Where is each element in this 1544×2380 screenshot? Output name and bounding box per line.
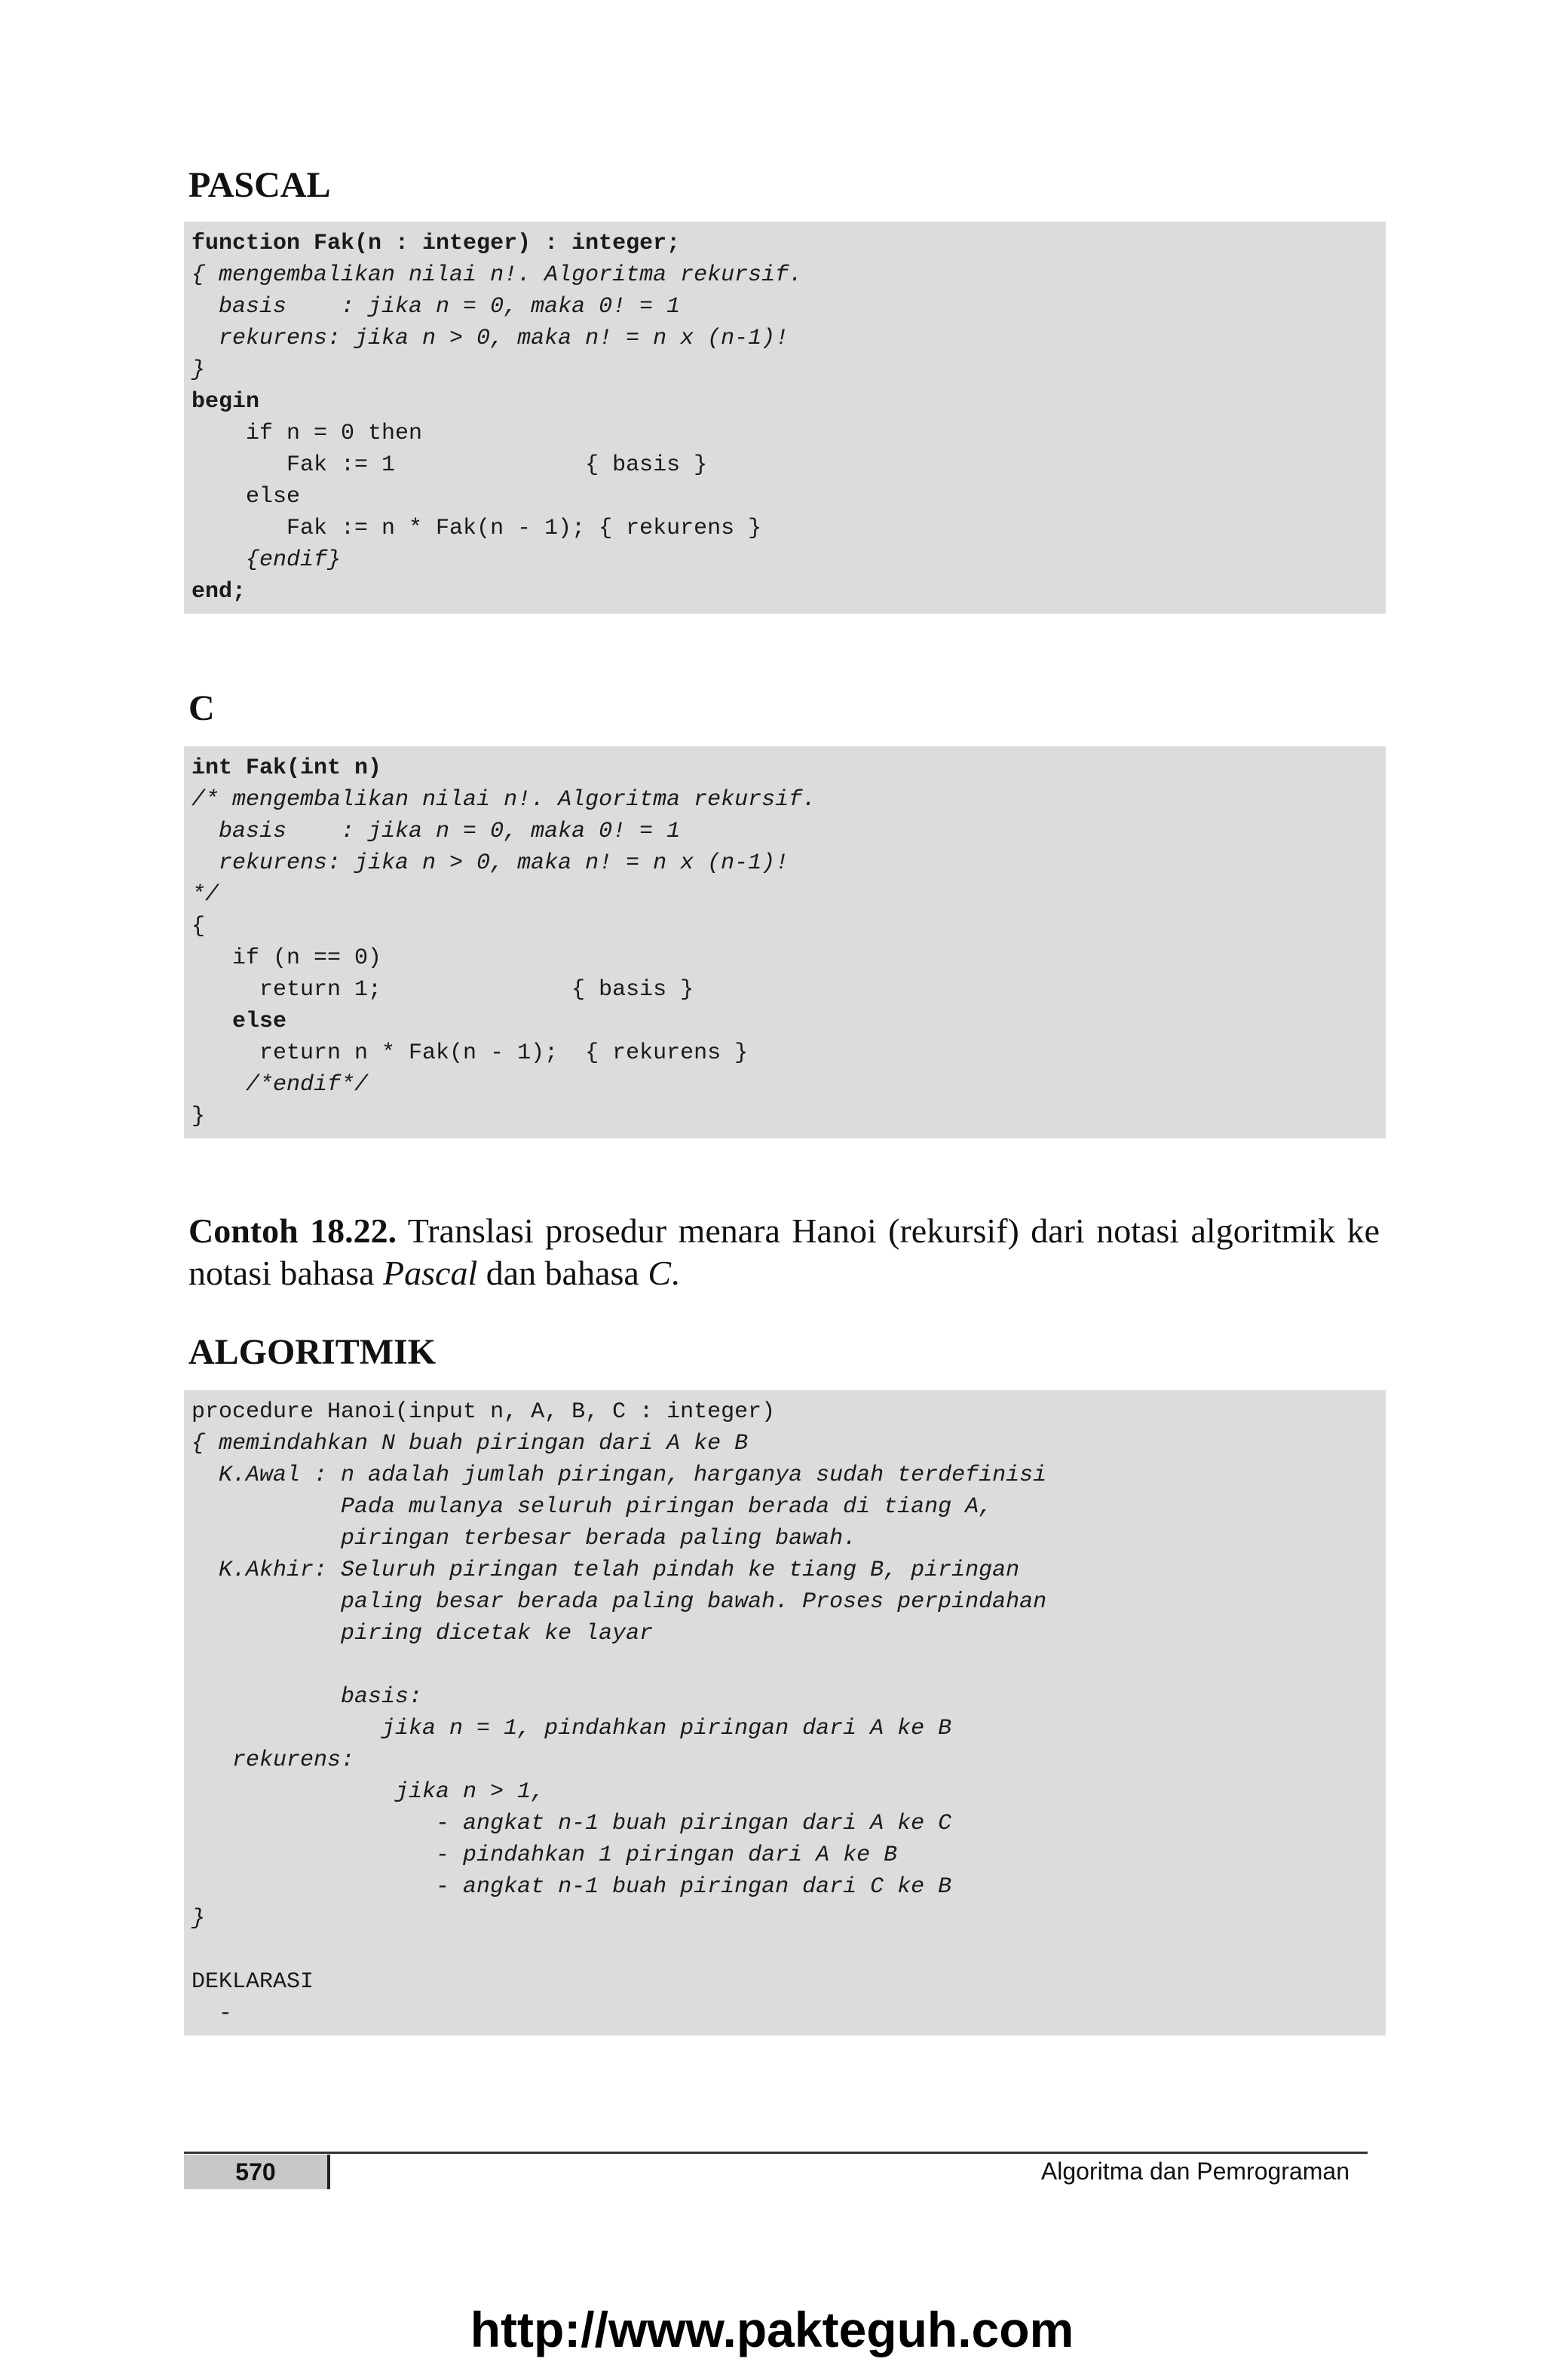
caption-pascal: Pascal xyxy=(383,1254,478,1292)
code-line: function Fak(n : integer) : integer; xyxy=(191,231,681,256)
code-line: - pindahkan 1 piringan dari A ke B xyxy=(191,1842,898,1868)
code-line: if n = 0 then xyxy=(191,421,423,446)
caption-text: . xyxy=(671,1254,680,1292)
code-line: } xyxy=(191,1104,206,1129)
watermark-url: http://www.pakteguh.com xyxy=(470,2302,1074,2357)
code-line: procedure Hanoi(input n, A, B, C : integer) xyxy=(191,1399,776,1425)
code-line: piring dicetak ke layar xyxy=(191,1621,654,1646)
code-line: begin xyxy=(191,389,260,415)
code-line: { memindahkan N buah piringan dari A ke B xyxy=(191,1431,749,1456)
page-number: 570 xyxy=(184,2155,330,2189)
caption-text: dan bahasa xyxy=(477,1254,648,1292)
code-line xyxy=(191,1649,1378,1681)
code-line: piringan terbesar berada paling bawah. xyxy=(191,1526,857,1551)
pascal-heading: PASCAL xyxy=(188,165,331,205)
code-line: jika n = 1, pindahkan piringan dari A ke B xyxy=(191,1716,952,1741)
code-line: if (n == 0) xyxy=(191,945,382,971)
code-line: DEKLARASI xyxy=(191,1969,314,1995)
algoritmik-code-block xyxy=(184,1390,1386,2035)
caption-text: Translasi prosedur menara Hanoi (rekursif) dari notasi algoritmik ke notasi bahasa xyxy=(188,1211,1380,1292)
book-title: Algoritma dan Pemrograman xyxy=(1040,2158,1349,2185)
example-caption xyxy=(188,1210,1380,1294)
code-line: return 1; { basis } xyxy=(191,977,694,1003)
code-line: {endif} xyxy=(191,547,342,573)
code-line: /*endif*/ xyxy=(191,1072,369,1098)
code-line: K.Awal : n adalah jumlah piringan, harganya sudah terdefinisi xyxy=(191,1463,1047,1488)
example-number: Contoh 18.22. xyxy=(188,1211,397,1250)
code-line: int Fak(int n) xyxy=(191,755,382,781)
pascal-code-block xyxy=(184,222,1386,614)
code-line: - angkat n-1 buah piringan dari A ke C xyxy=(191,1811,952,1836)
code-line: { mengembalikan nilai n!. Algoritma rekursif. xyxy=(191,262,803,288)
code-line: basis: xyxy=(191,1684,423,1710)
code-line xyxy=(191,1934,1378,1966)
code-line: else xyxy=(191,1009,287,1034)
algoritmik-heading: ALGORITMIK xyxy=(188,1332,437,1372)
code-line: rekurens: xyxy=(191,1747,355,1773)
code-line: */ xyxy=(191,882,219,908)
code-line: - xyxy=(191,2001,233,2026)
code-line: - angkat n-1 buah piringan dari C ke B xyxy=(191,1874,952,1900)
caption-c: C xyxy=(648,1254,671,1292)
footer-divider xyxy=(184,2152,1368,2154)
c-heading: C xyxy=(188,688,215,728)
code-line: Fak := n * Fak(n - 1); { rekurens } xyxy=(191,516,762,541)
code-line: /* mengembalikan nilai n!. Algoritma rekursif. xyxy=(191,787,816,813)
code-line: paling besar berada paling bawah. Proses perpindahan xyxy=(191,1589,1047,1615)
code-line: return n * Fak(n - 1); { rekurens } xyxy=(191,1040,749,1066)
code-line: else xyxy=(191,484,301,510)
code-line: Fak := 1 { basis } xyxy=(191,452,708,478)
code-line: Pada mulanya seluruh piringan berada di tiang A, xyxy=(191,1494,993,1520)
code-line: end; xyxy=(191,579,247,605)
code-line: } xyxy=(191,1906,206,1931)
code-line: jika n > 1, xyxy=(191,1779,545,1805)
code-line: rekurens: jika n > 0, maka n! = n x (n-1)! xyxy=(191,850,789,876)
code-line: basis : jika n = 0, maka 0! = 1 xyxy=(191,294,681,320)
code-line: basis : jika n = 0, maka 0! = 1 xyxy=(191,819,681,844)
code-line: { xyxy=(191,914,206,939)
code-line: rekurens: jika n > 0, maka n! = n x (n-1)! xyxy=(191,326,789,351)
code-line: } xyxy=(191,357,206,383)
c-code-block xyxy=(184,746,1386,1138)
code-line: K.Akhir: Seluruh piringan telah pindah ke tiang B, piringan xyxy=(191,1558,1020,1583)
